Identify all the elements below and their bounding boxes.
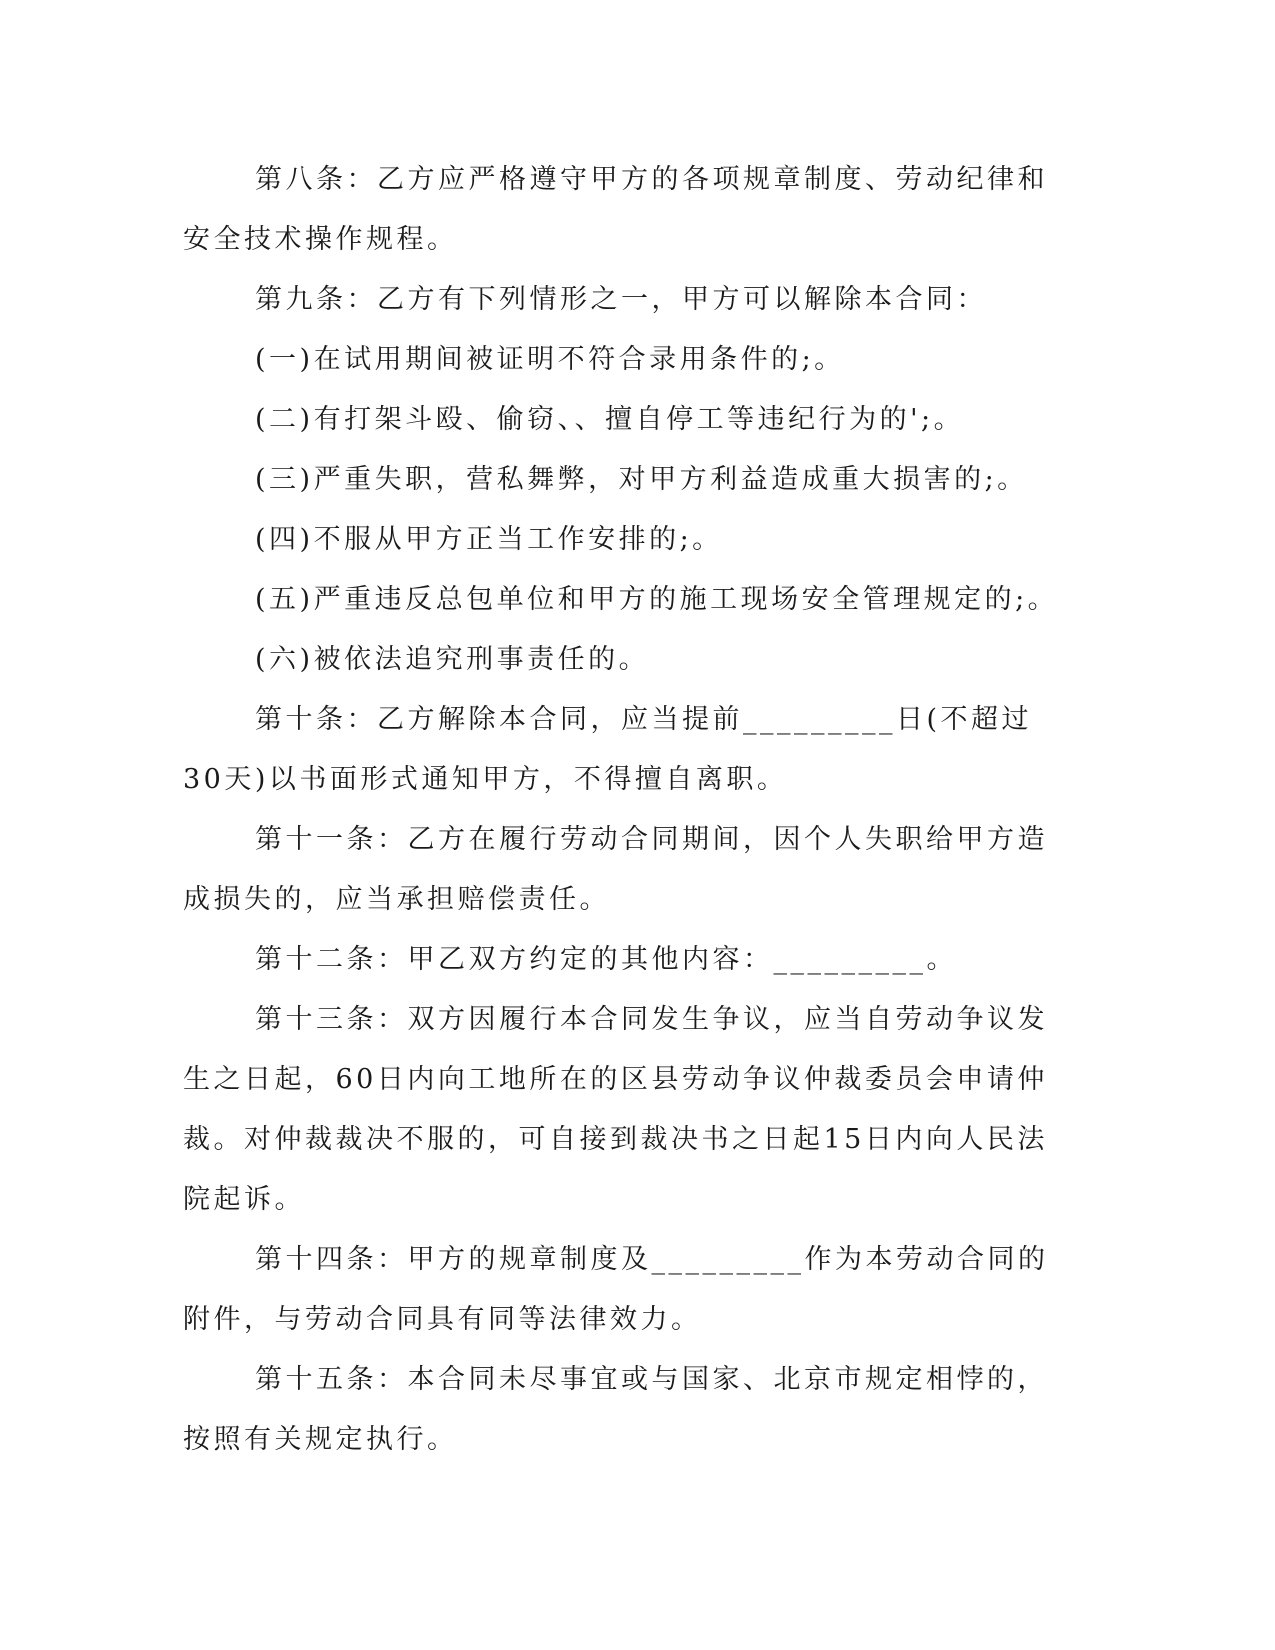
article-9-item-4: (四)不服从甲方正当工作安排的;。 [255, 524, 723, 555]
article-15: 第十五条：本合同未尽事宜或与国家、北京市规定相悖的，按照有关规定执行。 [183, 1364, 1048, 1455]
article-9: 第九条：乙方有下列情形之一，甲方可以解除本合同： [255, 284, 987, 315]
article-9-item-3: (三)严重失职，营私舞弊，对甲方利益造成重大损害的;。 [255, 464, 1028, 495]
contract-body [183, 150, 1059, 1470]
article-8: 第八条：乙方应严格遵守甲方的各项规章制度、劳动纪律和安全技术操作规程。 [183, 164, 1048, 255]
article-13: 第十三条：双方因履行本合同发生争议，应当自劳动争议发生之日起，60日内向工地所在的区县劳动争议仲裁委员会申请仲裁。对仲裁裁决不服的，可自接到裁决书之日起15日内向人民法院起诉。 [183, 1004, 1048, 1215]
article-12: 第十二条：甲乙双方约定的其他内容：_________。 [255, 944, 957, 975]
article-9-item-1: (一)在试用期间被证明不符合录用条件的;。 [255, 344, 845, 375]
article-10: 第十条：乙方解除本合同，应当提前_________日(不超过30天)以书面形式通知甲方，不得擅自离职。 [183, 704, 1033, 795]
article-9-item-6: (六)被依法追究刑事责任的。 [255, 644, 650, 675]
article-11: 第十一条：乙方在履行劳动合同期间，因个人失职给甲方造成损失的，应当承担赔偿责任。 [183, 824, 1048, 915]
article-14: 第十四条：甲方的规章制度及_________作为本劳动合同的附件，与劳动合同具有同等法律效力。 [183, 1244, 1049, 1335]
article-9-item-5: (五)严重违反总包单位和甲方的施工现场安全管理规定的;。 [255, 584, 1059, 615]
article-9-item-2: (二)有打架斗殴、偷窃、、擅自停工等违纪行为的';。 [255, 404, 965, 435]
